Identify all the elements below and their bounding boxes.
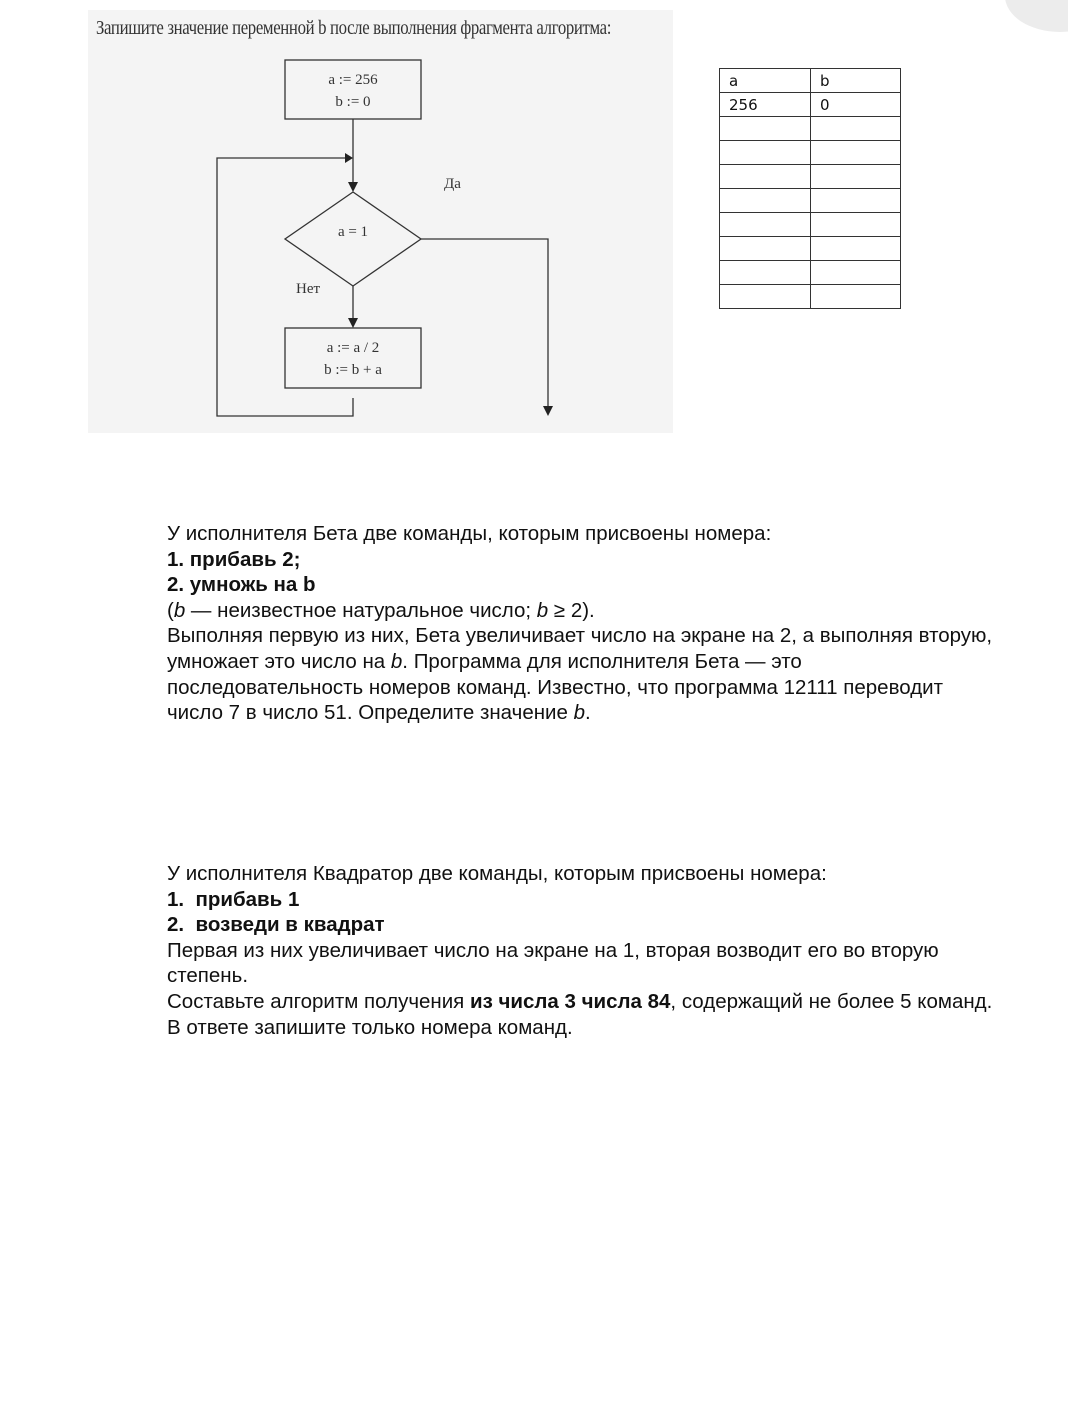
cell-a <box>720 189 811 213</box>
task3-command-2: 2. возведи в квадрат <box>167 913 385 937</box>
task2-command-1: 1. прибавь 2; <box>167 547 301 571</box>
table-row <box>720 141 901 165</box>
cell-b <box>811 165 901 189</box>
task3-description: Первая из них увеличивает число на экране на 1, вторая возводит его во вторую степень. <box>167 938 939 988</box>
trace-table <box>719 68 901 309</box>
task3-command-1: 1. прибавь 1 <box>167 887 300 911</box>
table-row <box>720 285 901 309</box>
table-row <box>720 237 901 261</box>
header-b: b <box>811 69 901 93</box>
init-line-1: a := 256 <box>328 72 378 88</box>
task2-command-2: 2. умножь на b <box>167 573 316 597</box>
table-row <box>720 93 901 117</box>
body-line-2: b := b + a <box>324 362 382 378</box>
task1-title: Запишите значение переменной b после выполнения фрагмента алгоритма: <box>96 18 612 39</box>
task2-body: Выполняя первую из них, Бета увеличивает число на экране на 2, а выполняя вторую, умножает это число на b. Программа для исполнителя Бета — это последовательность номеров команд. Известно, что программа 12111 переводит число 7 в число 51. Определите значение b. <box>167 624 993 725</box>
cell-b <box>811 117 901 141</box>
cell-a <box>720 237 811 261</box>
header-a: a <box>720 69 811 93</box>
flowchart <box>88 10 673 433</box>
cell-a <box>720 213 811 237</box>
condition-text: a = 1 <box>337 224 369 240</box>
init-line-2: b := 0 <box>335 94 371 110</box>
table-row <box>720 261 901 285</box>
cell-b <box>811 141 901 165</box>
cell-b <box>811 189 901 213</box>
task3-intro: У исполнителя Квадратор две команды, которым присвоены номера: <box>167 862 827 885</box>
yes-label: Да <box>444 176 461 192</box>
table-row <box>720 165 901 189</box>
cell-b <box>811 261 901 285</box>
table-header-row <box>720 69 901 93</box>
table-row <box>720 189 901 213</box>
task2-beta <box>167 521 997 726</box>
task3-question: Составьте алгоритм получения из числа 3 числа 84, содержащий не более 5 команд. В ответе запишите только номера команд. <box>167 989 993 1039</box>
body-line-1: a := a / 2 <box>326 340 380 356</box>
table-row <box>720 213 901 237</box>
corner-overlay <box>1005 0 1068 32</box>
no-label: Нет <box>296 281 321 297</box>
task2-intro: У исполнителя Бета две команды, которым присвоены номера: <box>167 522 772 545</box>
loop-body-block <box>285 328 421 388</box>
cell-a: 256 <box>720 93 811 117</box>
cell-a <box>720 141 811 165</box>
cell-a <box>720 165 811 189</box>
cell-a <box>720 117 811 141</box>
cell-b <box>811 213 901 237</box>
table-row <box>720 117 901 141</box>
cell-a <box>720 285 811 309</box>
cell-a <box>720 261 811 285</box>
cell-b <box>811 285 901 309</box>
task3-kvadrator <box>167 861 997 1040</box>
task2-note: (b — неизвестное натуральное число; b ≥ 2). <box>167 598 595 622</box>
cell-b: 0 <box>811 93 901 117</box>
scanned-flowchart-image <box>88 10 673 433</box>
cell-b <box>811 237 901 261</box>
init-block <box>285 60 421 119</box>
